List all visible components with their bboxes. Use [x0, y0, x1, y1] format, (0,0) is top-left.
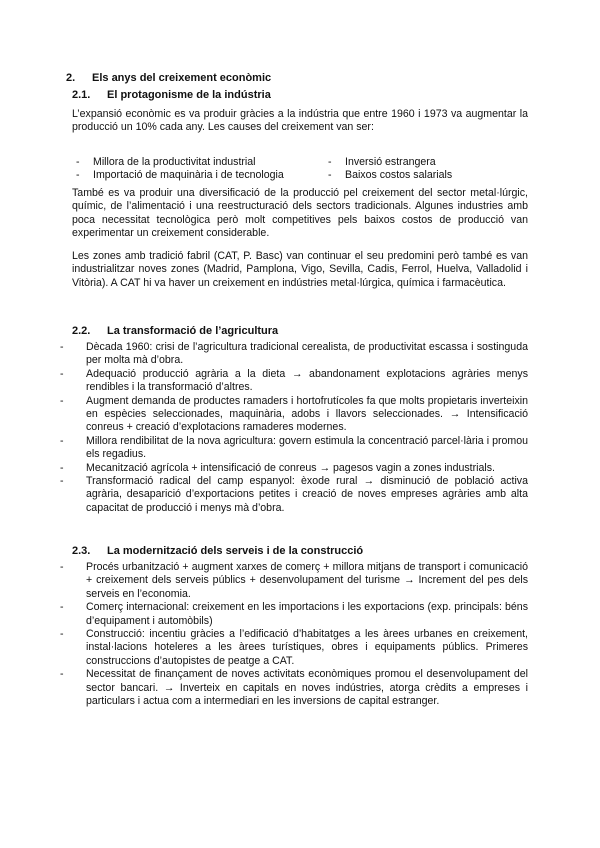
bullet: - — [60, 434, 64, 447]
list-item-text: Construcció: incentiu gràcies a l’edificació d’habitatges a les àrees urbanes en creixement, instal·lacions hoteleres a les àrees turístiques, obres i equipaments públics. Primeres construccions d’autopistes de peatge a CAT. — [86, 628, 528, 667]
subsection-heading-2-3 — [72, 545, 363, 558]
bullet: - — [60, 601, 64, 614]
subsection-number: 2.2. — [72, 325, 91, 337]
bullet: - — [60, 367, 64, 380]
bullet: - — [60, 461, 64, 474]
list-item-text: Procés urbanització + augment xarxes de comerç + millora mitjans de transport i comunicació + creixement dels serveis públics + desenvolupament del turisme → Increment del pes dels serveis en l’economia. — [86, 561, 528, 600]
agriculture-list — [60, 341, 528, 515]
list-item-text: Transformació radical del camp espanyol: èxode rural → disminució de població activa agrària, desaparició d’exportacions petites i creació de noves empreses agràries amb alta capacitat de producció i menys mà d’obra. — [86, 475, 528, 514]
bullet: - — [60, 394, 64, 407]
list-item — [60, 341, 528, 368]
list-item-text: Necessitat de finançament de noves activitats econòmiques promou el desenvolupament del sector bancari. → Inverteix en capitals en noves indústries, atorga crèdits a empreses i particulars i actua com a intermediari en les inversions de capital estranger. — [86, 668, 528, 708]
list-item-text: Adequació producció agrària a la dieta → abandonament explotacions agràries menys rendibles i la transformació d’altres. — [86, 367, 528, 394]
list-item: Inversió estrangera — [345, 156, 436, 168]
list-item — [60, 601, 528, 628]
list-item-text: Augment demanda de productes ramaders i hortofrutícoles fa que molts propietaris inverteixin en espècies seleccionades, maquinària, adobs i llavors seleccionades. → Intensificació conreus + creació d’explotacions ramaderes modernes. — [86, 394, 528, 434]
subsection-number: 2.3. — [72, 545, 91, 557]
section-heading — [66, 72, 271, 85]
list-item — [60, 395, 528, 435]
list-item — [60, 561, 528, 601]
paragraph-diversification: També es va produir una diversificació de la producció pel creixement del sector metal·lúrgic, químic, de l’alimentació i una reestructuració dels sectors tradicionals. Algunes industries amb poca necessitat tecnològica però molt competitives pels baixos costos de producció van experimentar un creixement considerable. — [72, 187, 528, 240]
bullet: - — [76, 156, 80, 168]
list-item — [60, 628, 528, 668]
subsection-heading-2-1 — [72, 89, 271, 102]
bullet: - — [60, 628, 64, 641]
section-title: Els anys del creixement econòmic — [92, 72, 272, 84]
section-number: 2. — [66, 72, 76, 84]
list-item-text: Dècada 1960: crisi de l’agricultura tradicional cerealista, de productivitat escassa i sostinguda per molta mà d’obra. — [86, 341, 528, 367]
list-item — [60, 668, 528, 708]
bullet: - — [76, 169, 80, 181]
list-item: Baixos costos salarials — [345, 169, 453, 181]
list-item — [60, 368, 528, 395]
list-item-text: Millora rendibilitat de la nova agricultura: govern estimula la concentració parcel·lària i promou els regadius. — [86, 434, 528, 461]
bullet: - — [328, 156, 332, 168]
subsection-title: El protagonisme de la indústria — [107, 89, 271, 101]
subsection-title: La modernització dels serveis i de la construcció — [107, 545, 364, 557]
paragraph-zones: Les zones amb tradició fabril (CAT, P. Basc) van continuar el seu predomini però també es van industrialitzar noves zones (Madrid, Pamplona, Vigo, Sevilla, Cadis, Ferrol, Huelva, Valladolid i Vitòria). A CAT hi va haver un creixement en indústries metal·lúrgica, química i farmacèutica. — [72, 250, 528, 289]
list-item: Millora de la productivitat industrial — [93, 156, 256, 168]
list-item — [60, 462, 528, 475]
list-item — [60, 435, 528, 462]
bullet: - — [60, 341, 64, 353]
bullet: - — [60, 668, 64, 681]
bullet: - — [60, 475, 64, 488]
list-item: Importació de maquinària i de tecnologia — [93, 169, 284, 181]
services-list — [60, 561, 528, 708]
list-item — [60, 475, 528, 515]
list-item-text: Mecanització agrícola + intensificació de conreus → pagesos vagin a zones industrials. — [86, 461, 495, 474]
paragraph-intro: L’expansió econòmic es va produir gràcies a la indústria que entre 1960 i 1973 va augmentar la producció un 10% cada any. Les causes del creixement van ser: — [72, 108, 528, 134]
subsection-number: 2.1. — [72, 89, 91, 101]
list-item-text: Comerç internacional: creixement en les importacions i les exportacions (exp. principals: béns d’equipament i automòbils) — [86, 601, 528, 627]
bullet: - — [328, 169, 332, 181]
subsection-title: La transformació de l’agricultura — [107, 325, 279, 337]
subsection-heading-2-2 — [72, 325, 278, 338]
bullet: - — [60, 561, 64, 573]
